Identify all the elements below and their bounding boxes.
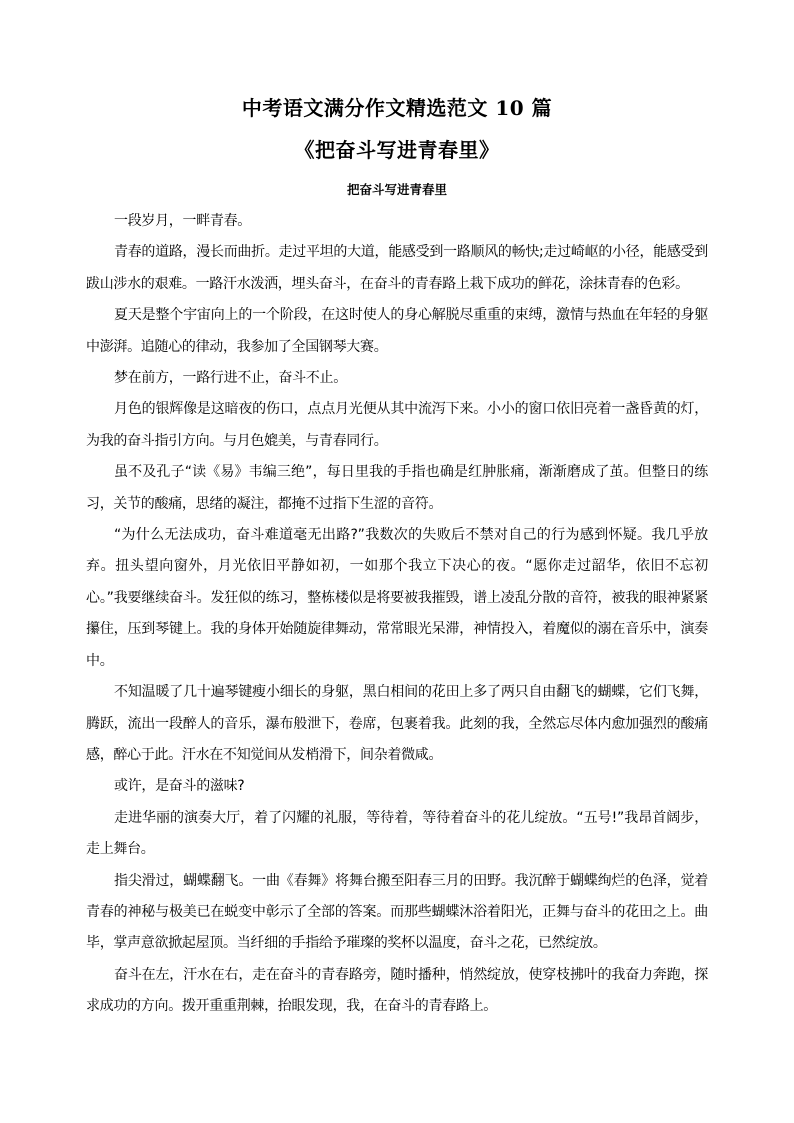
essay-paragraph: 指尖滑过，蝴蝶翻飞。一曲《春舞》将舞台搬至阳春三月的田野。我沉醉于蝴蝶绚烂的色泽，觉着青春的神秘与极美已在蜕变中彰示了全部的答案。而那些蝴蝶沐浴着阳光，正舞与奋斗的花田之上。曲毕，掌声意欲掀起屋顶。当纤细的手指给予璀璨的奖杯以温度，奋斗之花，已然绽放。: [86, 872, 708, 952]
essay-paragraph: 奋斗在左，汗水在右，走在奋斗的青春路旁，随时播种，悄然绽放，使穿枝拂叶的我奋力奔跑，探求成功的方向。拨开重重荆棘，抬眼发现，我，在奋斗的青春路上。: [86, 966, 708, 1015]
document-subtitle: 《把奋斗写进青春里》: [294, 138, 500, 162]
essay-paragraph: “为什么无法成功，奋斗难道毫无出路?”我数次的失败后不禁对自己的行为感到怀疑。我几乎放弃。扭头望向窗外，月光依旧平静如初，一如那个我立下决心的夜。“愿你走过韶华，依旧不忘初心。”我要继续奋斗。发狂似的练习，整栋楼似是将要被我摧毁，谱上凌乱分散的音符，被我的眼神紧紧攥住，压到琴键上。我的身体开始随旋律舞动，常常眼光呆滞，神情投入，着魔似的溺在音乐中，演奏中。: [86, 527, 708, 669]
essay-paragraph: 一段岁月，一畔青春。: [114, 213, 251, 229]
essay-paragraph: 走进华丽的演奏大厅，着了闪耀的礼服，等待着，等待着奋斗的花儿绽放。“五号!”我昂首阔步，走上舞台。: [86, 809, 708, 858]
essay-title: 把奋斗写进青春里: [346, 182, 447, 197]
document-title: 中考语文满分作文精选范文 10 篇: [241, 96, 553, 120]
essay-paragraph: 或许，是奋斗的滋味?: [114, 778, 245, 795]
essay-paragraph: 月色的银辉像是这暗夜的伤口，点点月光便从其中流泻下来。小小的窗口依旧亮着一盏昏黄的灯，为我的奋斗指引方向。与月色媲美，与青春同行。: [86, 401, 708, 449]
essay-paragraph: 青春的道路，漫长而曲折。走过平坦的大道，能感受到一路顺风的畅快;走过崎岖的小径，能感受到跋山涉水的艰难。一路汗水泼洒，埋头奋斗，在奋斗的青春路上栽下成功的鲜花，涂抹青春的色彩。: [86, 244, 708, 292]
essay-paragraph: 不知温暖了几十遍琴键瘦小细长的身躯，黑白相间的花田上多了两只自由翻飞的蝴蝶，它们飞舞，腾跃，流出一段醉人的音乐，瀑布般泄下，卷席，包裹着我。此刻的我，全然忘尽体内愈加强烈的酸痛感，醉心于此。汗水在不知觉间从发梢滑下，间杂着微咸。: [86, 684, 708, 763]
essay-body: [86, 206, 708, 1023]
essay-paragraph: 梦在前方，一路行进不止，奋斗不止。: [114, 370, 347, 387]
essay-paragraph: 虽不及孔子“读《易》韦编三绝”，每日里我的手指也确是红肿胀痛，渐渐磨成了茧。但整日的练习，关节的酸痛，思绪的凝注，都掩不过指下生涩的音符。: [86, 464, 708, 512]
essay-paragraph: 夏天是整个宇宙向上的一个阶段，在这时使人的身心解脱尽重重的束缚，激情与热血在年轻的身躯中澎湃。追随心的律动，我参加了全国钢琴大赛。: [86, 307, 708, 355]
